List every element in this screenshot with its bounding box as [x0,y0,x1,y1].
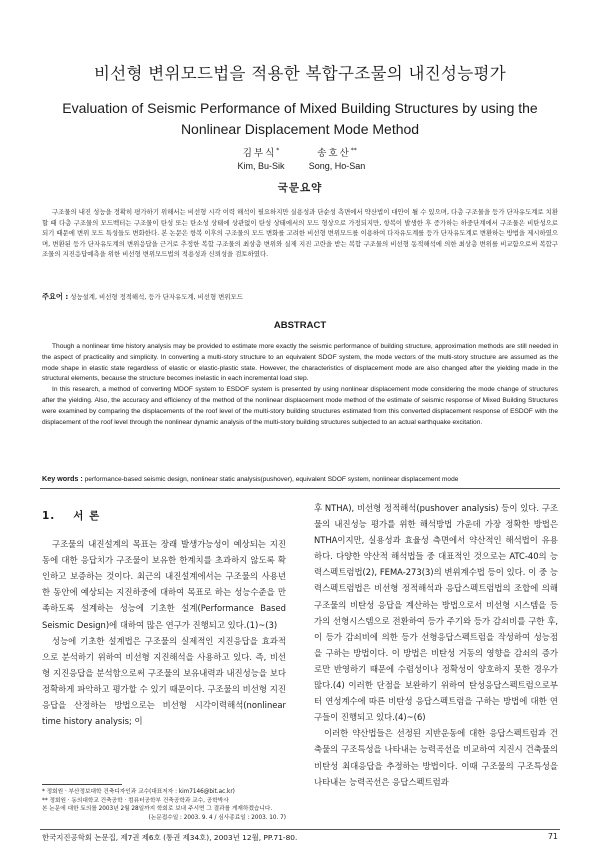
journal-citation: 한국지진공학회 논문집, 제7권 제6호 (통권 제34호), 2003년 12월, PP.71-80. [42,833,298,842]
korean-keywords-text: 성능설계, 비선형 정적해석, 등가 단자유도계, 비선형 변위모드 [70,293,243,301]
footnote-2: ** 정회원 · 동의대학교 건축공학 · 컴퓨터공학부 건축공학과 교수, 공학박사 [42,797,229,804]
author-1-mark: * [276,147,280,154]
english-keywords [42,474,558,483]
title-english-line-2: Nonlinear Displacement Mode Method [180,121,420,137]
english-keywords-text: performance-based seismic design, nonlinear static analysis(pushover), equivalent SDOF system, nonlinear displacement mode [84,476,459,483]
footnote-divider [42,784,122,785]
footnote-4: (논문접수일 : 2003. 9. 4 / 심사종료일 : 2003. 10. 7) [148,814,286,821]
korean-keywords-label: 주요어 : [42,292,69,301]
author-1-name-ko: 김부식 [242,148,277,160]
english-keywords-label: Key words : [42,474,83,483]
korean-keywords [42,292,558,302]
right-column [314,500,558,790]
footnotes [42,788,286,822]
english-abstract-paragraph-1: Though a nonlinear time history analysis may be provided to estimate more exactly the seismic performance of building structure, approximation methods are still needed in the aspect of practicality and simplicity. In converting a multi-story structure to an equivalent SDOF system, the mode vectors of the multi-story structure are assumed as the mode shape in elastic state regardless of elastic or elastic-plastic state. However, the characteristics of displacement mode are also changed after the yielding made in the structural elements, because the structure becomes inelastic in each incremental load step. [42,343,558,383]
left-paragraph-1: 구조물의 내진설계의 목표는 장래 발생가능성이 예상되는 지진동에 대한 응답치가 구조물이 보유한 한계치를 초과하지 않도록 확인하고 보증하는 것이다. 최근의 내진설계에서는 구조물의 사용년한 동안에 예상되는 지진하중에 대하여 목표로 하는 성능수준을 만족하도록 설계하는 성능에 기초한 설계(Performance Based Seismic Design)에 대하여 많은 연구가 진행되고 있다.(1)~(3) [42,539,286,630]
english-abstract-heading: ABSTRACT [273,320,327,331]
abstract-divider [40,488,560,489]
left-paragraph-2: 성능에 기초한 설계법은 구조물의 실제적인 지진응답을 효과적으로 분석하기 위하여 비선형 지진해석을 사용하고 있다. 즉, 비선형 지진응답을 분석함으로써 구조물의 보유내력과 내진성능을 보다 정확하게 파악하고 평가할 수 있기 때문이다. 구조물의 비선형 지진응답을 산정하는 방법으로는 비선형 시각이력해석(nonlinear time history analysis; 이 [42,635,286,727]
english-abstract [42,342,558,428]
section-1-title: 서 론 [73,510,101,522]
korean-abstract-heading: 국문요약 [277,182,323,194]
footnote-3: 본 논문에 대한 토의를 2003년 2월 28일까지 학회로 보내 주시면 그 결과를 게재하겠습니다. [42,806,273,813]
title-korean: 비선형 변위모드법을 적용한 복합구조물의 내진성능평가 [94,64,506,83]
footnote-1: * 정회원 · 부산정보대학 건축디자인과 교수(대표저자 : kim7146@bit.ac.kr) [42,789,235,795]
author-1-name-en: Kim, Bu-Sik [237,161,285,172]
title-english-line-1: Evaluation of Seismic Performance of Mixed Building Structures by using the [62,100,538,116]
page-number: 71 [547,832,558,841]
author-2 [302,145,372,172]
footer-divider [40,829,560,830]
author-2-name-en: Song, Ho-San [308,161,366,172]
left-column [42,500,286,729]
author-1 [226,145,296,172]
english-abstract-paragraph-2: In this research, a method of converting MDOF system to ESDOF system is presented by using nonlinear displacement mode considering the mode change of structures after the yielding. Also, the accuracy and efficiency of the method of the nonlinear displacement mode method of the estimate of seismic response of Mixed Building Structures were examined by comparing the displacements of the roof level of the multi-story building structures estimated from this converted displacement response of ESDOF with the displacement of the roof level through the nonlinear dynamic analysis of the multi-story building structures subjected to an actual earthquake excitation. [42,386,558,426]
section-1-number: 1. [42,510,56,522]
right-paragraph-2: 이러한 약산법들은 선정된 지반운동에 대한 응답스펙트럼과 건축물의 구조특성을 나타내는 능력곡선을 비교하여 지진시 건축물의 비탄성 최대응답을 추정하는 방법이다. 이때 구조물의 구조특성을 나타내는 능력곡선은 응답스펙트럼과 [314,728,558,787]
korean-abstract: 구조물의 내진 성능을 정확히 평가하기 위해서는 비선형 시각 이력 해석이 필요하지만 실용성과 단순성 측면에서 약산법이 대안이 될 수 있으며, 다층 구조물을 등가 단자유도계로 치환할 때 다층 구조물의 모드벡터는 구조물이 탄성 또는 탄소성 상태에 상관없이 탄성 상태에서의 모드 형상으로 가정되지만, 항복이 발생한 후 증가하는 하중단계에서 구조물은 비탄성으로 되기 때문에 변위 모드 특성들도 변화한다. 본 논문은 항복 이후의 구조물의 모드 변화를 고려한 비선형 변위모드를 이용하여 다자유도계를 등가 단자유도계로 변환하는 방법을 제시하였으며, 변환된 등가 단자유도계의 변위응답을 근거로 추정한 복합 구조물의 최상층 변위와 실제 지진 고란을 받는 복합 구조물의 비선형 동적해석에 의한 최상층 변위를 비교함으로써 복합구조물의 지진응답예측을 위한 비선형 변위모드법의 적용성과 신뢰성을 검토하였다. [42,208,558,259]
right-paragraph-1: 후 NTHA), 비선형 정적해석(pushover analysis) 등이 있다. 구조물의 내진성능 평가를 위한 해석방법 가운데 가장 정확한 방법은 NTHA이지만, 실용성과 효율성 측면에서 약산적인 해석법이 유용하다. 다양한 약산적 해석법들 중 대표적인 것으로는 ATC-40의 능력스펙트럼법(2), FEMA-273(3)의 변위계수법 등이 있다. 이 중 능력스펙트럼법은 비선형 정적해석과 응답스펙트럼법의 조합에 의해 구조물의 비탄성 응답을 계산하는 방법으로서 비선형 시스템을 등가의 선형시스템으로 전환하여 등가 주기와 등가 감쇠비를 구한 후, 이 등가 감쇠비에 의한 등가 선형응답스펙트럼을 작성하여 성능점을 구하는 방법이다. 이 방법은 비탄성 거동의 영향을 감쇠의 증가로만 반영하기 때문에 수렴성이나 정확성이 양호하지 못한 경우가 많다.(4) 이러한 단점을 보완하기 위하여 탄성응답스펙트럼으로부터 연성계수에 따른 비탄성 응답스펙트럼을 구하는 방법에 대한 연구들이 진행되고 있다.(4)~(6) [314,503,558,723]
author-2-mark: ** [350,147,357,154]
section-1-heading [42,508,286,524]
title-english [40,98,560,140]
author-2-name-ko: 송호산 [317,148,351,160]
